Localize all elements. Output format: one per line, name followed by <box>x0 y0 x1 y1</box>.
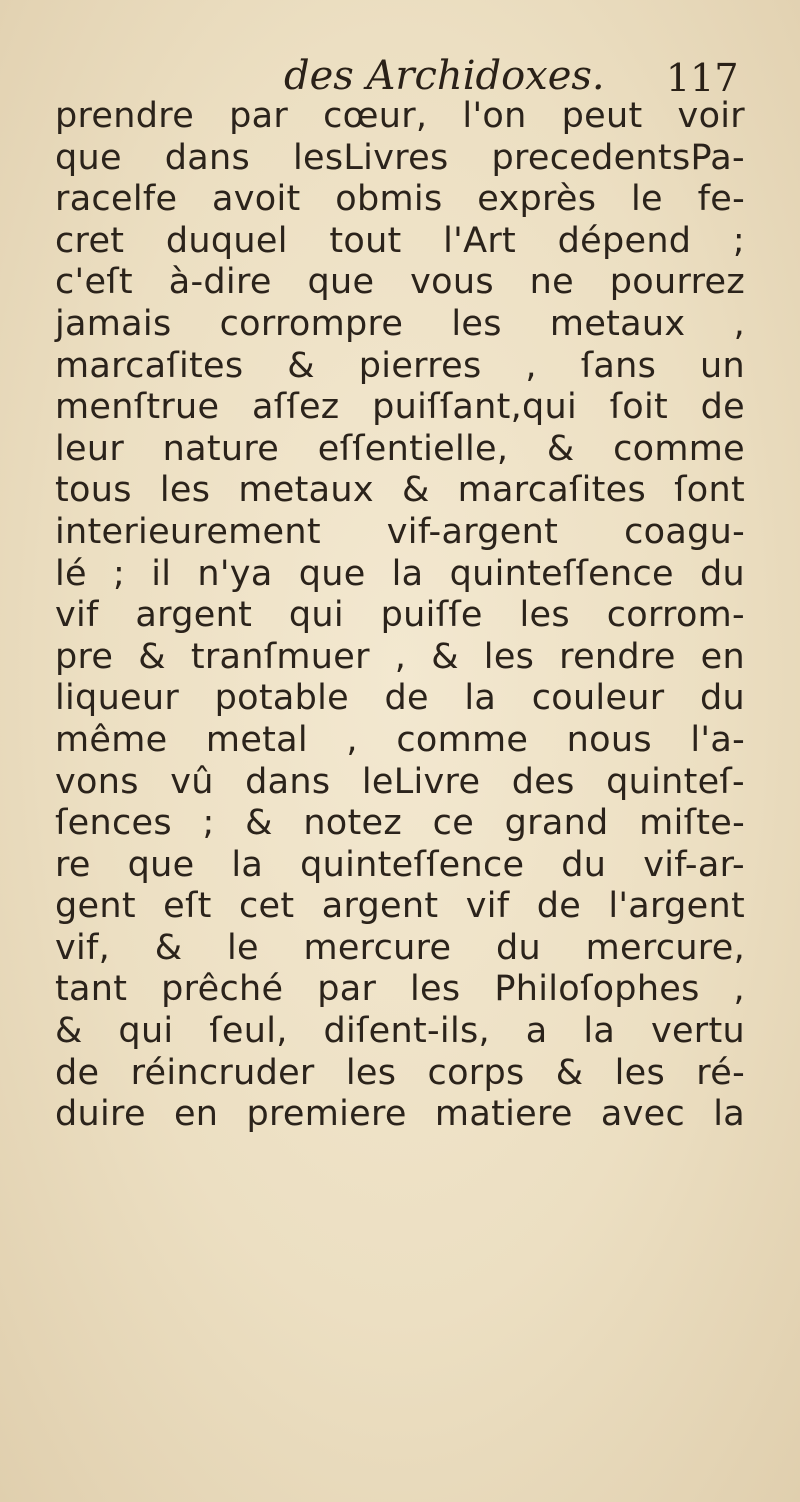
text-line: que dans lesLivres precedentsPa- <box>55 137 745 178</box>
text-line: tous les metaux & marcaſites ſont <box>55 470 745 511</box>
text-line: menſtrue aſſez puiſſant,qui ſoit de <box>55 387 745 428</box>
text-line: jamais corrompre les metaux , <box>55 303 745 344</box>
text-line: même metal , comme nous l'a- <box>55 719 745 760</box>
text-line: re que la quinteſſence du vif-ar- <box>55 844 745 885</box>
text-line: pre & tranſmuer , & les rendre en <box>55 636 745 677</box>
text-line: ſences ; & notez ce grand miſte- <box>55 803 745 844</box>
text-line: vons vû dans leLivre des quinteſ- <box>55 761 745 802</box>
text-line: duire en premiere matiere avec la <box>55 1094 745 1135</box>
page-number: 117 <box>666 56 739 100</box>
body-text <box>55 96 745 1136</box>
page-header <box>0 52 800 102</box>
text-line: prendre par cœur, l'on peut voir <box>55 96 745 136</box>
text-line: vif argent qui puiſſe les corrom- <box>55 595 745 636</box>
running-head: des Archidoxes. <box>284 53 605 99</box>
text-line: vif, & le mercure du mercure, <box>55 927 745 968</box>
text-line: liqueur potable de la couleur du <box>55 678 745 719</box>
text-line: cret duquel tout l'Art dépend ; <box>55 220 745 261</box>
text-line: racelfe avoit obmis exprès le fe- <box>55 179 745 220</box>
text-line: c'eſt à-dire que vous ne pourrez <box>55 262 745 303</box>
text-line: tant prêché par les Philoſophes , <box>55 969 745 1010</box>
text-line: de réincruder les corps & les ré- <box>55 1052 745 1093</box>
text-line: interieurement vif-argent coagu- <box>55 511 745 552</box>
text-line: & qui ſeul, diſent-ils, a la vertu <box>55 1011 745 1052</box>
text-line: lé ; il n'ya que la quinteſſence du <box>55 553 745 594</box>
text-line: gent eſt cet argent vif de l'argent <box>55 886 745 927</box>
text-line: leur nature eſſentielle, & comme <box>55 428 745 469</box>
text-line: marcaſites & pierres , ſans un <box>55 345 745 386</box>
